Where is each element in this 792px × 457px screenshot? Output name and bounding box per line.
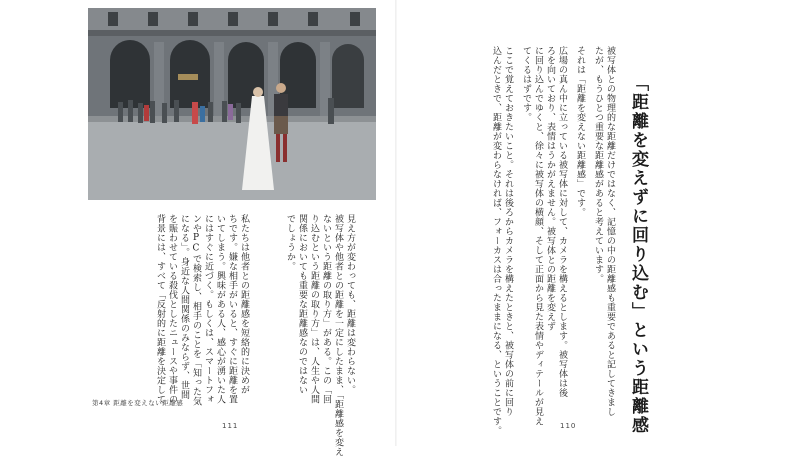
text-line: になる」。身近な人間関係のみならず、世間	[179, 214, 189, 400]
left-body-para-1	[256, 214, 356, 457]
text-line: ンやPCで検索し、相手のことを「知った気	[191, 214, 201, 406]
book-gutter	[395, 0, 397, 446]
photo-illustration	[88, 8, 376, 200]
text-line: 私たちは他者との距離感を短絡的に決めが	[239, 214, 249, 395]
text-line: 込んだときで、距離が変わらなければ、フォーカスは合ったままになる、ということです。	[491, 46, 501, 436]
wedding-photo	[88, 8, 376, 200]
text-line: に回り込んでゆくと、徐々に被写体の横顔、そして正面から見た表情やディテールが見え	[533, 46, 543, 426]
text-line: 被写体や他者との距離を一定にしたまま、「距離感を変え	[333, 214, 343, 457]
text-line: 被写体との物理的な距離だけではなく、記憶の中の距離感も重要であると記してきまし	[605, 46, 615, 417]
text-line: ちです。嫌な相手がいると、すぐに距離を置	[227, 214, 237, 404]
text-line: を賑わせている殺伐としたニュースや事件の	[167, 214, 177, 404]
left-body-para-2	[100, 214, 250, 444]
text-line: ここで覚えておきたいこと。それは後ろからカメラを構えたときと、被写体の前に回り	[503, 46, 513, 417]
text-line: それは「距離を変えない距離感」です。	[575, 46, 585, 217]
text-line: いてしまう。興味がある人、感心が湧いた人	[215, 214, 225, 404]
page-number-right: 110	[560, 422, 577, 430]
page-number-left: 111	[222, 422, 239, 430]
text-line: ろを向いており、表情はうかがえません。被写体との距離を変えず	[545, 46, 555, 331]
running-head: 第4章 距離を変えない距離感	[92, 399, 184, 407]
text-line: 背景には、すべて「反射的に距離を決定して	[155, 214, 165, 404]
text-line: 広場の真ん中に立っている被写体に対して、カメラを構えるとします。被写体は後	[557, 46, 567, 398]
text-line: たが、もうひとつ重要な距離感があると考えています。	[593, 46, 603, 284]
text-line: てくるはずです。	[521, 46, 531, 122]
text-line: にはすぐに近づく。もしくは、スマートフォ	[203, 214, 213, 404]
section-heading: 「距離を変えずに回り込む」という距離感	[628, 74, 648, 435]
text-line: り込むという距離の取り方」は、人生や人間	[309, 214, 319, 404]
text-line: 関係においても重要な距離感なのではない	[297, 214, 307, 395]
text-line: でしょうか。	[285, 214, 295, 271]
text-line: 見え方が変わっても、距離は変わらない。	[345, 214, 355, 395]
text-line: ないという距離の取り方」がある。この「回	[321, 214, 331, 404]
